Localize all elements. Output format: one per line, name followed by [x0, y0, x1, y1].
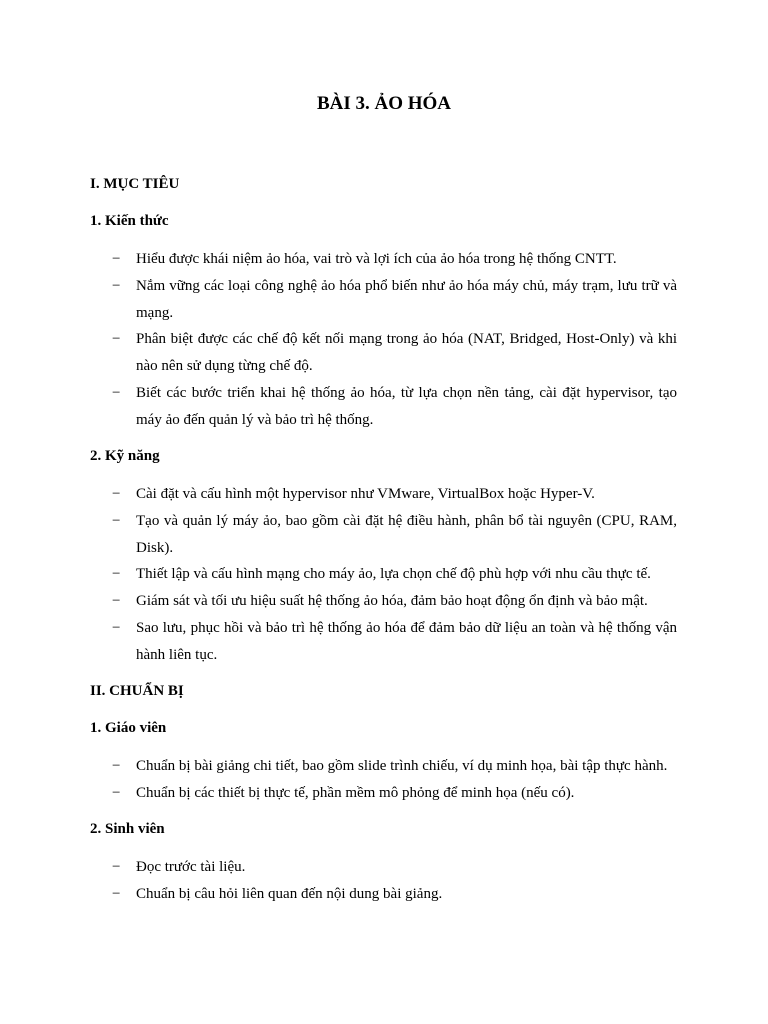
bullet-dash: − — [112, 251, 121, 267]
bullet-dash: − — [112, 486, 121, 502]
bullet-dash: − — [112, 331, 121, 347]
section-heading-preparation: II. CHUẨN BỊ — [90, 683, 184, 699]
list-item: Tạo và quản lý máy ảo, bao gồm cài đặt hệ điều hành, phân bổ tài nguyên (CPU, RAM, Disk). — [136, 513, 677, 556]
list-item: Phân biệt được các chế độ kết nối mạng trong ảo hóa (NAT, Bridged, Host-Only) và khi nào nên sử dụng từng chế độ. — [136, 331, 677, 374]
list-item: Đọc trước tài liệu. — [136, 859, 246, 875]
subsection-heading-teacher: 1. Giáo viên — [90, 720, 167, 736]
bullet-dash: − — [112, 278, 121, 294]
list-item: Biết các bước triển khai hệ thống ảo hóa, từ lựa chọn nền tảng, cài đặt hypervisor, tạo máy ảo đến quản lý và bảo trì hệ thống. — [136, 385, 677, 428]
subsection-heading-skills: 2. Kỹ năng — [90, 448, 160, 464]
bullet-dash: − — [112, 758, 121, 774]
list-item: Giám sát và tối ưu hiệu suất hệ thống ảo hóa, đảm bảo hoạt động ổn định và bảo mật. — [136, 593, 648, 609]
bullet-dash: − — [112, 785, 121, 801]
list-item: Sao lưu, phục hồi và bảo trì hệ thống ảo hóa để đảm bảo dữ liệu an toàn và hệ thống vận hành liên tục. — [136, 620, 677, 663]
list-item: Hiểu được khái niệm ảo hóa, vai trò và lợi ích của ảo hóa trong hệ thống CNTT. — [136, 251, 617, 267]
list-item: Thiết lập và cấu hình mạng cho máy ảo, lựa chọn chế độ phù hợp với nhu cầu thực tế. — [136, 566, 651, 582]
list-item: Nắm vững các loại công nghệ ảo hóa phổ biến như ảo hóa máy chủ, máy trạm, lưu trữ và mạng. — [136, 278, 677, 321]
bullet-dash: − — [112, 566, 121, 582]
page-title: BÀI 3. ẢO HÓA — [316, 93, 452, 114]
subsection-heading-knowledge: 1. Kiến thức — [90, 213, 169, 229]
list-item: Cài đặt và cấu hình một hypervisor như VMware, VirtualBox hoặc Hyper-V. — [136, 486, 595, 502]
bullet-dash: − — [112, 886, 121, 902]
bullet-dash: − — [112, 385, 121, 401]
bullet-dash: − — [112, 513, 121, 529]
list-item: Chuẩn bị câu hỏi liên quan đến nội dung bài giảng. — [136, 886, 443, 902]
list-item: Chuẩn bị bài giảng chi tiết, bao gồm slide trình chiếu, ví dụ minh họa, bài tập thực hành. — [136, 758, 668, 774]
subsection-heading-students: 2. Sinh viên — [90, 821, 165, 837]
bullet-dash: − — [112, 620, 121, 636]
list-item: Chuẩn bị các thiết bị thực tế, phần mềm mô phỏng để minh họa (nếu có). — [136, 785, 575, 801]
bullet-dash: − — [112, 593, 121, 609]
bullet-dash: − — [112, 859, 121, 875]
section-heading-objectives: I. MỤC TIÊU — [90, 176, 180, 192]
